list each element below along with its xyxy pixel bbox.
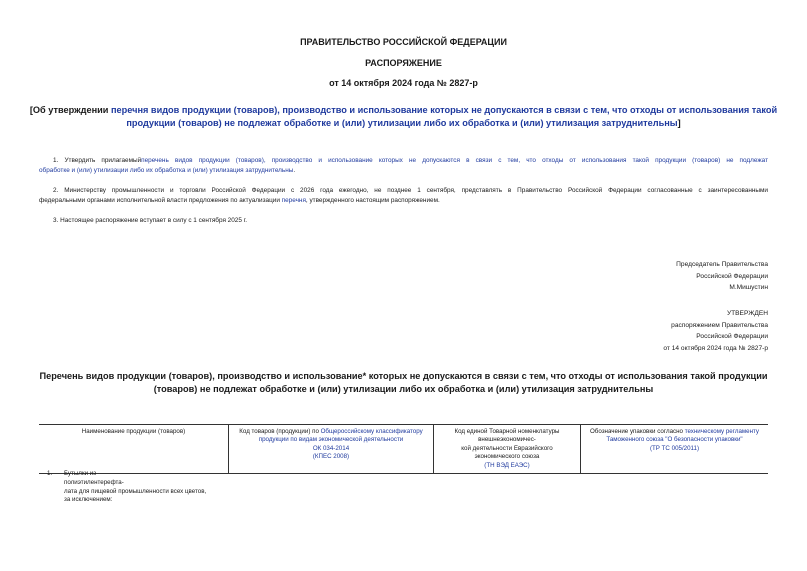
title-link[interactable]: перечня видов продукции (товаров), производство и использование которых не допускаются в связи с тем, что отходы от использования такой	[110, 105, 778, 115]
title-bracket-open: [Об утверждении	[29, 105, 111, 115]
row-product-name	[64, 470, 264, 505]
paragraph-2-prefix: федеральными органами исполнительной власти предложения по актуализации	[39, 196, 282, 204]
table-header-row	[39, 425, 768, 474]
tnved-line4: экономического союза	[474, 453, 540, 461]
signature-position: Председатель Правительства	[676, 261, 768, 268]
tnved-line2: внешнеэкономичес-	[478, 436, 536, 444]
row-number: 1.	[47, 470, 53, 477]
column-header-okpd	[229, 425, 434, 474]
paragraph-1	[39, 156, 768, 175]
list-link-continued[interactable]: обработке и (или) утилизации либо их обработка и (или) утилизация затруднительны	[39, 166, 294, 174]
document-date: от 14 октября 2024 года № 2827-р	[329, 78, 478, 88]
packaging-regulation-code[interactable]: (ТР ТС 005/2011)	[649, 444, 700, 452]
paragraph-2	[39, 186, 768, 205]
row-product-line1: Бутылки из	[64, 470, 97, 477]
paragraph-1-prefix: 1. Утвердить прилагаемый	[53, 157, 142, 164]
packaging-prefix: Обозначение упаковки согласно	[589, 428, 685, 435]
paragraph-1-end: .	[293, 166, 296, 174]
tnved-link[interactable]: (ТН ВЭД ЕАЭС)	[484, 461, 530, 469]
row-product-line2: полиэтилентерефта-	[64, 478, 124, 486]
packaging-regulation-link[interactable]: техническому регламенту Таможенного союза "О безопасности упаковки"	[606, 428, 760, 444]
document-type: РАСПОРЯЖЕНИЕ	[365, 58, 442, 68]
document-authority: ПРАВИТЕЛЬСТВО РОССИЙСКОЙ ФЕДЕРАЦИИ	[300, 37, 507, 47]
okpd-prefix: Код товаров (продукции) по	[239, 428, 321, 435]
column-header-packaging	[581, 425, 769, 474]
paragraph-2-line1: 2. Министерству промышленности и торговли Российской Федерации с 2026 года ежегодно, не позднее 1 сентября, представлять в Правительство Российской Федерации согласованные с заинтересованными	[53, 187, 768, 194]
list-link[interactable]: перечень видов продукции (товаров), производство и использование которых не допускаются в связи с тем, что отходы от использования такой продукции (товаров) не подлежат	[141, 157, 768, 164]
row-product-line4: за исключением:	[64, 496, 113, 504]
paragraph-2-suffix: , утвержденного настоящим распоряжением.	[305, 196, 440, 204]
title-bracket-close: ]	[677, 118, 681, 128]
approval-date: от 14 октября 2024 года № 2827-р	[663, 344, 768, 352]
paragraph-3: 3. Настоящее распоряжение вступает в силу с 1 сентября 2025 г.	[53, 217, 247, 224]
list-title	[0, 370, 807, 395]
row-product-line3: лата для пищевой промышленности всех цветов,	[64, 487, 207, 495]
approval-act: распоряжением Правительства	[671, 321, 768, 329]
column-header-name: Наименование продукции (товаров)	[39, 425, 229, 474]
list-title-line2: (товаров) не подлежат обработке и (или) утилизации либо их обработка и (или) утилизация затруднительны	[153, 383, 654, 394]
signature-name: М.Мишустин	[729, 284, 768, 292]
tnved-line1: Код единой Товарной номенклатуры	[454, 428, 560, 435]
okpd-classifier-link[interactable]: Общероссийскому классификатору продукции по видам экономической деятельности	[258, 428, 423, 444]
tnved-line3: кой деятельности Евразийского	[461, 444, 553, 452]
approval-status: УТВЕРЖДЕН	[726, 310, 768, 317]
title-link-continued[interactable]: продукции (товаров) не подлежат обработке и (или) утилизации либо их обработка и (или) утилизация затруднительны	[126, 118, 678, 128]
okpd-code[interactable]: ОК 034-2014	[312, 444, 350, 452]
list-title-line1: Перечень видов продукции (товаров), производство и использование* которых не допускаются в связи с тем, что отходы от использования такой продукции	[39, 371, 768, 381]
approval-block	[568, 308, 768, 354]
signature-country: Российской Федерации	[696, 272, 768, 280]
signature-block	[568, 259, 768, 294]
document-title	[0, 104, 807, 130]
approval-country: Российской Федерации	[696, 333, 768, 341]
products-table	[39, 424, 768, 474]
okpd-abbr[interactable]: (КПЕС 2008)	[312, 453, 350, 461]
column-header-tnved	[434, 425, 581, 474]
list-reference-link[interactable]: перечня	[281, 196, 306, 204]
